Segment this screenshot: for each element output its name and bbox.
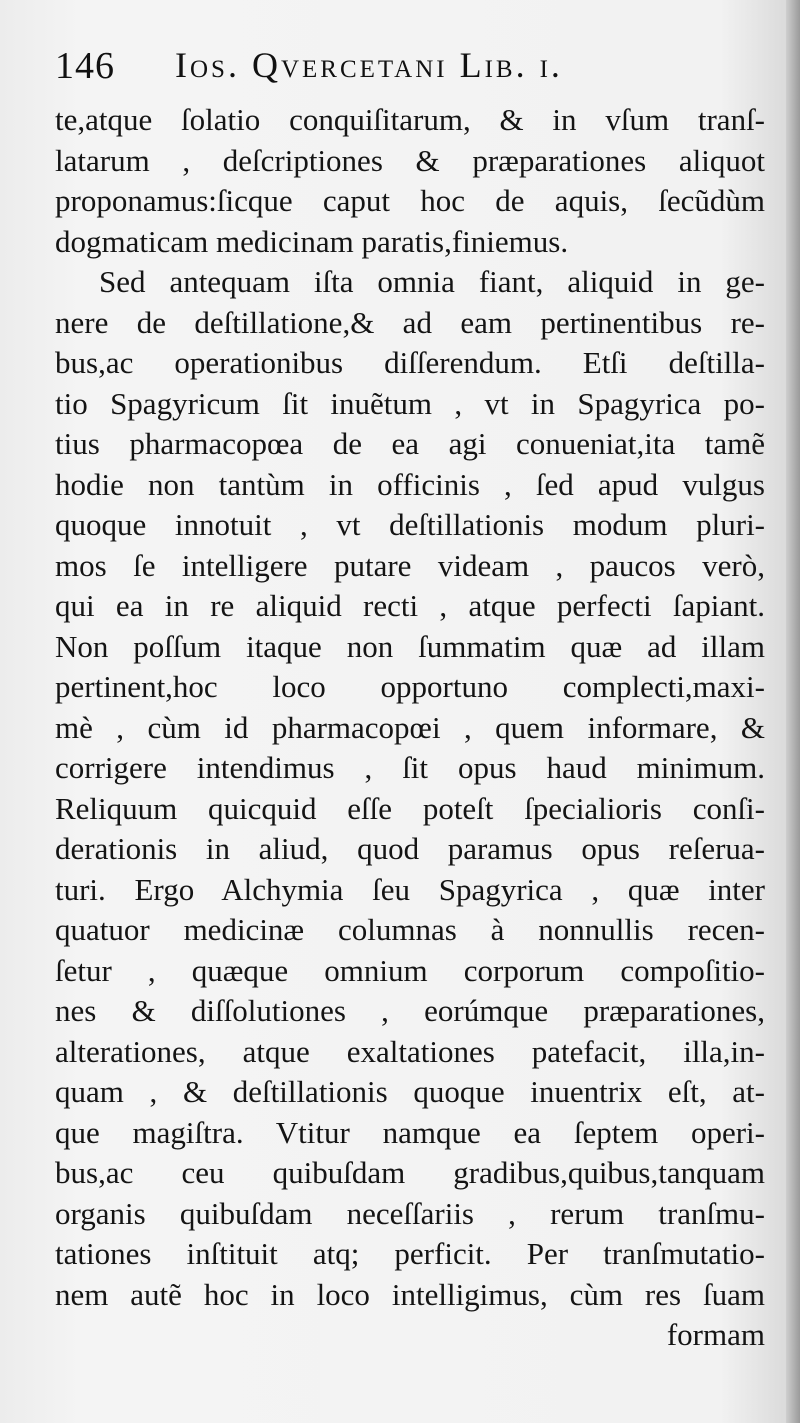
text-line: quam , & deſtillationis quoque inuentrix eſt, at- xyxy=(55,1074,765,1109)
page-header xyxy=(55,40,755,95)
paragraph-first-line: Sed antequam iſta omnia fiant, aliquid in ge- xyxy=(99,264,765,299)
text-line: alterationes, atque exaltationes patefacit, illa,in- xyxy=(55,1033,765,1069)
text-line: mos ſe intelligere putare videam , paucos verò, xyxy=(55,547,765,583)
page-number: 146 xyxy=(55,45,115,87)
text-line: qui ea in re aliquid recti , atque perfecti ſapiant. xyxy=(55,588,765,623)
text-line: dogmaticam medicinam paratis,finiemus. xyxy=(55,223,569,259)
text-line: Reliquum quicquid eſſe poteſt ſpecialioris conſi- xyxy=(55,790,765,826)
page-edge-shadow xyxy=(786,0,800,1423)
text-line: bus,ac operationibus diſſerendum. Etſi deſtilla- xyxy=(55,345,765,380)
text-line: quoque innotuit , vt deſtillationis modum pluri- xyxy=(55,507,765,542)
text-line: te,atque ſolatio conquiſitarum, & in vſum tranſ- xyxy=(55,102,765,137)
text-line: proponamus:ſicque caput hoc de aquis, ſecũdùm xyxy=(55,183,765,218)
text-line: que magiſtra. Vtitur namque ea ſeptem operi- xyxy=(55,1114,765,1150)
text-line: turi. Ergo Alchymia ſeu Spagyrica , quæ inter xyxy=(55,871,765,907)
text-line: mè , cùm id pharmacopœi , quem informare, & xyxy=(55,709,765,745)
text-line: Non poſſum itaque non ſummatim quæ ad illam xyxy=(55,628,765,664)
text-line: tio Spagyricum ſit inuẽtum , vt in Spagyrica po- xyxy=(55,385,765,421)
text-line: nem autẽ hoc in loco intelligimus, cùm res ſuam xyxy=(55,1276,765,1312)
text-line: bus,ac ceu quibuſdam gradibus,quibus,tanquam xyxy=(55,1155,765,1190)
running-head: Ios. Qvercetani Lib. i. xyxy=(175,45,563,85)
text-line: nes & diſſolutiones , eorúmque præparationes, xyxy=(55,993,765,1028)
body-text xyxy=(55,100,765,1356)
text-line: nere de deſtillatione,& ad eam pertinentibus re- xyxy=(55,304,765,340)
text-line: pertinent,hoc loco opportuno complecti,maxi- xyxy=(55,669,765,704)
text-line: derationis in aliud, quod paramus opus reſerua- xyxy=(55,831,765,866)
text-line: quatuor medicinæ columnas à nonnullis recen- xyxy=(55,912,765,947)
text-line: tius pharmacopœa de ea agi conueniat,ita tamẽ xyxy=(55,426,765,461)
text-line: latarum , deſcriptiones & præparationes aliquot xyxy=(55,142,765,178)
text-line: tationes inſtituit atq; perficit. Per tranſmutatio- xyxy=(55,1236,765,1271)
text-line: corrigere intendimus , ſit opus haud minimum. xyxy=(55,750,765,785)
text-line: ſetur , quæque omnium corporum compoſitio- xyxy=(55,952,765,988)
text-line: organis quibuſdam neceſſariis , rerum tranſmu- xyxy=(55,1195,765,1231)
text-line: hodie non tantùm in officinis , ſed apud vulgus xyxy=(55,466,765,502)
catchword: formam xyxy=(666,1317,765,1352)
